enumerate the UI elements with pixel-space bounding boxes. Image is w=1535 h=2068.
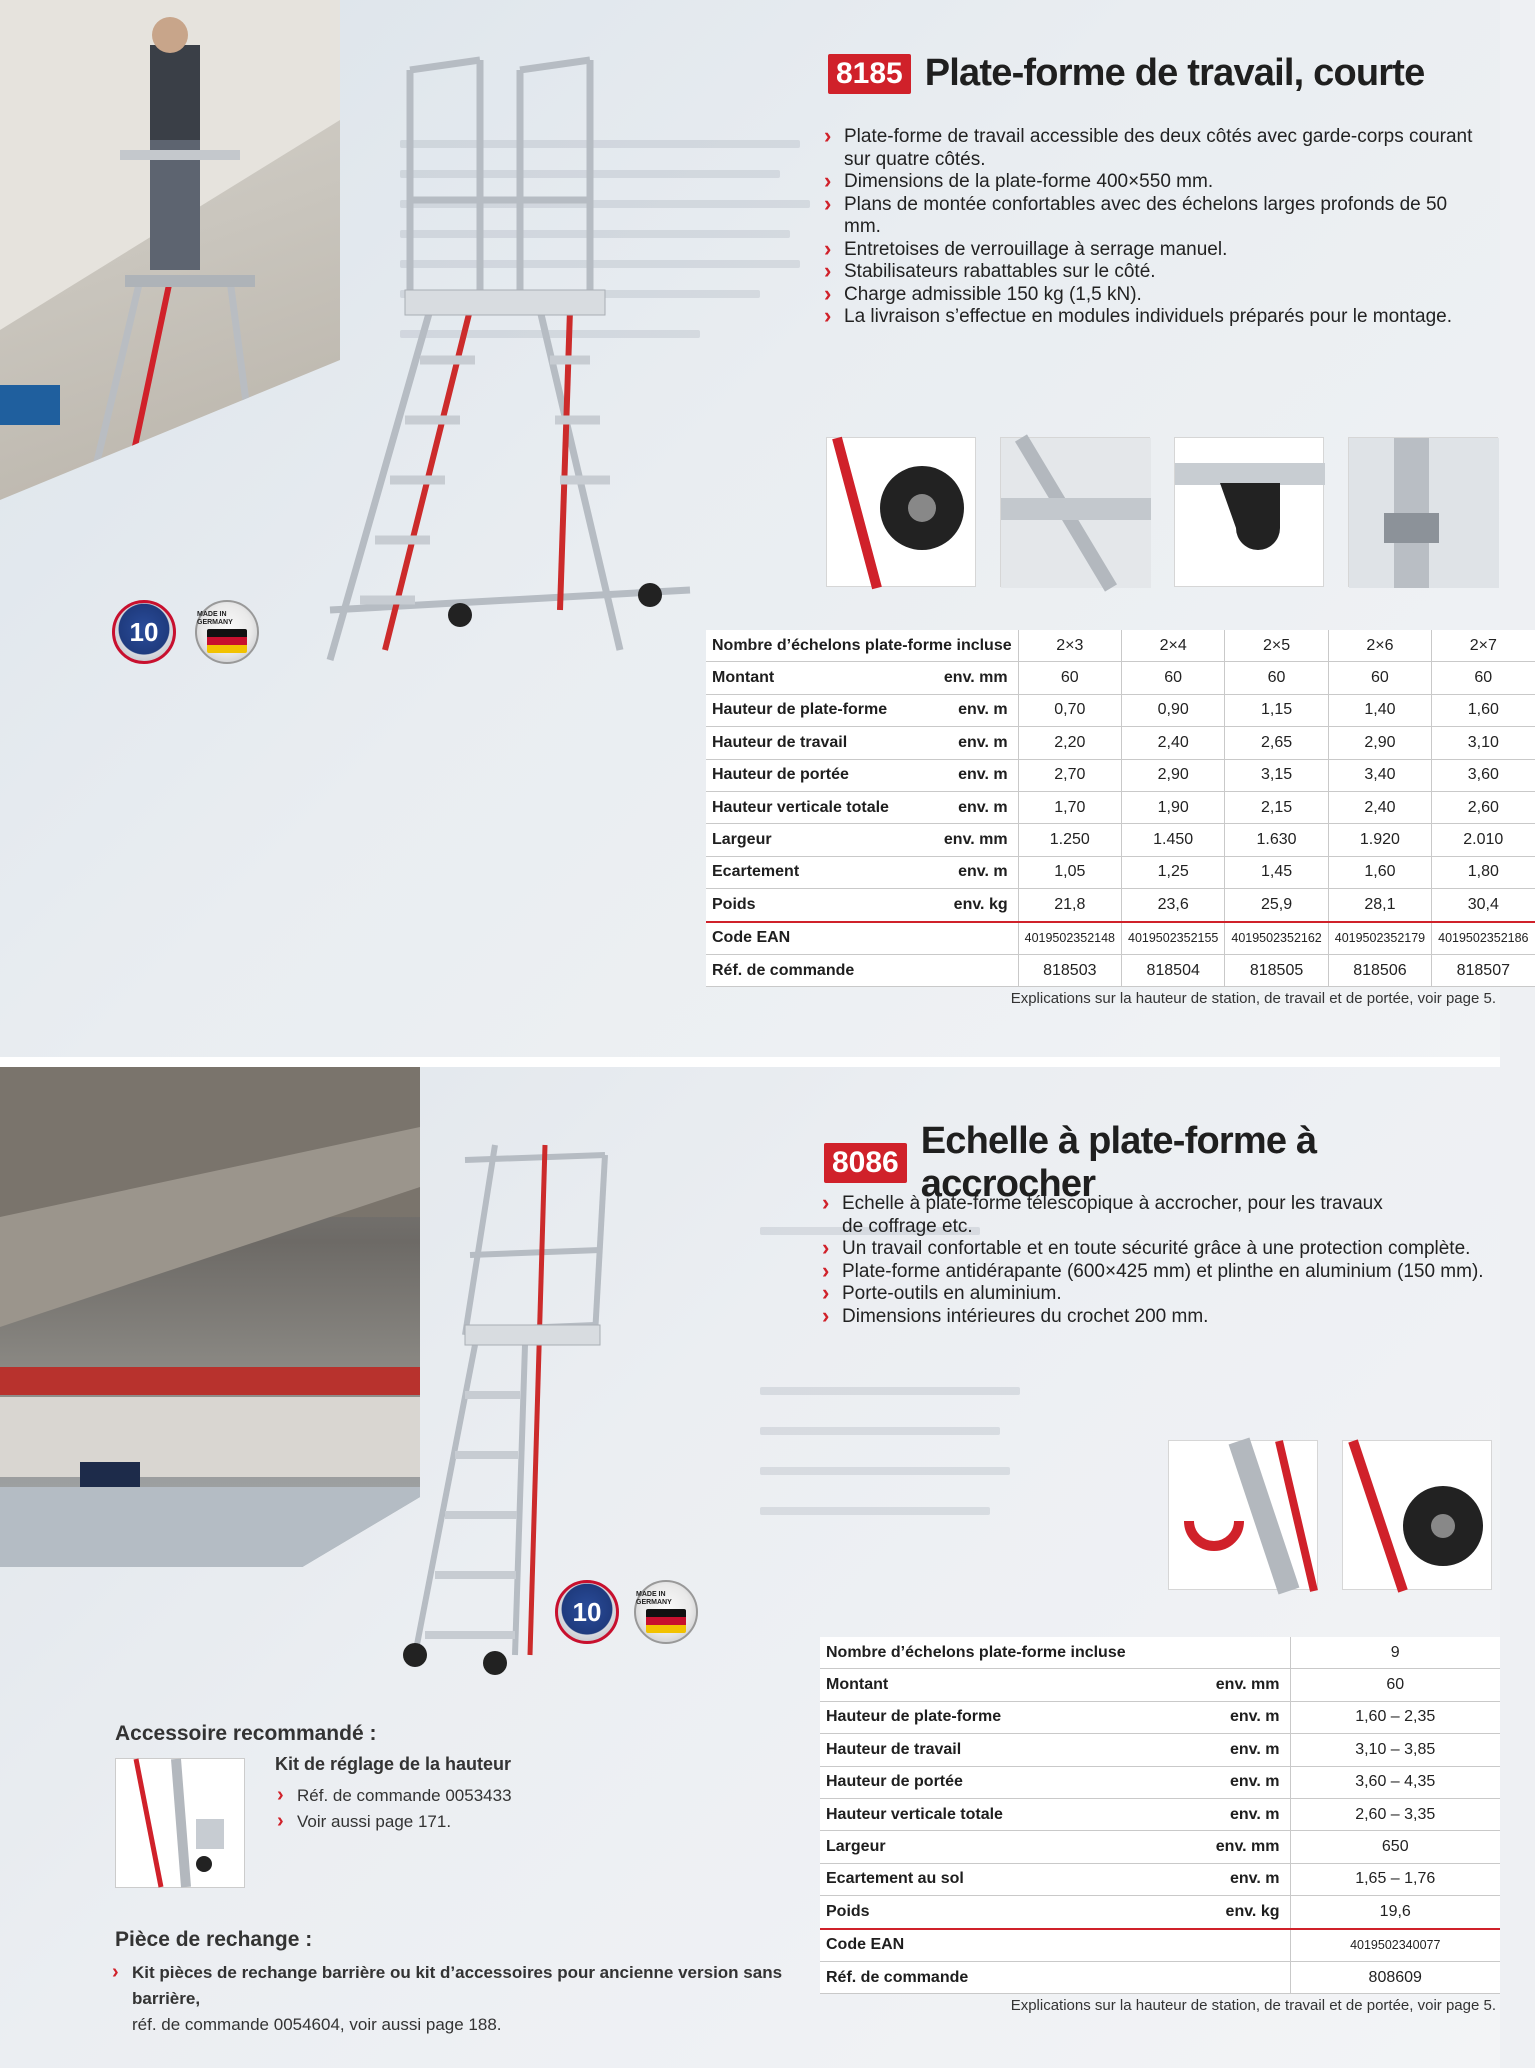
made-in-germany-badge: MADE IN GERMANY — [634, 1580, 698, 1644]
accessory-detail-item: › Voir aussi page 171. — [275, 1809, 512, 1835]
feature-item: › Un travail confortable et en toute sécurité grâce à une protection complète. — [820, 1238, 1500, 1261]
product-title: Echelle à plate-forme à accrocher — [920, 1120, 1317, 1205]
table-row: Hauteur de plate-forme env. m 1,60 – 2,35 — [820, 1701, 1500, 1733]
section-divider — [0, 1057, 1500, 1067]
table-row: Hauteur de travail env. m 3,10 – 3,85 — [820, 1734, 1500, 1766]
product-code-tag: 8185 — [828, 54, 911, 94]
construction-site-photo — [0, 1067, 420, 1567]
product-code-tag: 8086 — [824, 1143, 907, 1183]
rung-detail-thumbnail — [1000, 437, 1150, 587]
clamp-detail-thumbnail — [1348, 437, 1498, 587]
order-reference-row: Réf. de commande 818503 818504 818505 818506 818507 — [706, 954, 1535, 986]
table-row: Hauteur de portée env. m 3,60 – 4,35 — [820, 1766, 1500, 1798]
table-header-row — [706, 630, 1535, 662]
table-row: Montant env. mm 60 60 60 60 60 — [706, 662, 1535, 694]
table-row: Largeur env. mm 1.250 1.450 1.630 1.920 2.010 — [706, 824, 1535, 856]
table-row: Ecartement env. m 1,05 1,25 1,45 1,60 1,80 — [706, 856, 1535, 888]
order-reference-row: Réf. de commande 808609 — [820, 1961, 1500, 1993]
column-header: 2×7 — [1432, 630, 1535, 662]
table-row: Poids env. kg 19,6 — [820, 1896, 1500, 1929]
wheel-detail-thumbnail — [826, 437, 976, 587]
accessory-detail-item: › Réf. de commande 0053433 — [275, 1783, 512, 1809]
accessory-heading: Accessoire recommandé : — [115, 1722, 377, 1745]
table-header-row: Nombre d’échelons plate-forme incluse 9 — [820, 1637, 1500, 1669]
column-header: 2×4 — [1122, 630, 1225, 662]
feature-item: › Echelle à plate-forme télescopique à accrocher, pour les travaux de coffrage etc. — [820, 1193, 1402, 1238]
table-row: Hauteur de portée env. m 2,70 2,90 3,15 3,40 3,60 — [706, 759, 1535, 791]
product-8086-feature-list — [820, 1193, 1500, 1328]
feature-item: › Plate-forme antidérapante (600×425 mm) et plinthe en aluminium (150 mm). — [820, 1261, 1500, 1284]
accessory-title: Kit de réglage de la hauteur — [275, 1754, 512, 1774]
made-in-germany-badge: MADE IN GERMANY — [195, 600, 259, 664]
table-row: Hauteur verticale totale env. m 1,70 1,90 2,15 2,40 2,60 — [706, 791, 1535, 823]
column-header: 2×5 — [1225, 630, 1328, 662]
roller-detail-thumbnail — [1342, 1440, 1492, 1590]
table-row: Montant env. mm 60 — [820, 1669, 1500, 1701]
height-adjustment-kit-thumbnail — [115, 1758, 245, 1888]
product-8185-title-row — [828, 52, 1424, 95]
product-8185-feature-list — [822, 126, 1482, 329]
hook-detail-thumbnail — [1168, 1440, 1318, 1590]
ean-row: Code EAN 4019502352148 4019502352155 4019502352162 4019502352179 4019502352186 — [706, 922, 1535, 955]
accessory-detail-list — [275, 1783, 512, 1835]
feature-item: › Entretoises de verrouillage à serrage manuel. — [822, 239, 1482, 262]
faded-background-text — [760, 1387, 1020, 1395]
table-row: Poids env. kg 21,8 23,6 25,9 28,1 30,4 — [706, 889, 1535, 922]
table-row: Hauteur verticale totale env. m 2,60 – 3,35 — [820, 1798, 1500, 1830]
locking-hook-thumbnail — [1174, 437, 1324, 587]
feature-item: › La livraison s’effectue en modules individuels préparés pour le montage. — [822, 306, 1482, 329]
spare-part-item: › Kit pièces de rechange barrière ou kit d’accessoires pour ancienne version sans barrière, réf. de commande 0054604, voir aussi page 188. — [110, 1960, 810, 2038]
height-explanation-note: Explications sur la hauteur de station, de travail et de portée, voir page 5. — [1010, 1997, 1496, 2014]
product-8185-spec-table — [706, 630, 1535, 987]
faded-background-text — [760, 1427, 1000, 1435]
product-8086-spec-table — [820, 1637, 1500, 1994]
column-header: 2×3 — [1018, 630, 1121, 662]
platform-ladder-8185-image — [290, 50, 710, 680]
ten-year-guarantee-badge: 10 — [555, 1580, 619, 1644]
table-row: Largeur env. mm 650 — [820, 1831, 1500, 1863]
feature-item: › Charge admissible 150 kg (1,5 kN). — [822, 284, 1482, 307]
spare-part-heading: Pièce de rechange : — [115, 1928, 313, 1951]
feature-item: › Plans de montée confortables avec des échelons larges profonds de 50 mm. — [822, 194, 1482, 239]
german-flag-icon — [646, 1609, 686, 1633]
table-row: Hauteur de travail env. m 2,20 2,40 2,65 2,90 3,10 — [706, 727, 1535, 759]
ean-row: Code EAN 4019502340077 — [820, 1929, 1500, 1962]
feature-item: › Porte-outils en aluminium. — [820, 1283, 1500, 1306]
feature-item: › Plate-forme de travail accessible des deux côtés avec garde-corps courant sur quatre côtés. — [822, 126, 1482, 171]
column-header: 2×6 — [1328, 630, 1431, 662]
table-row: Hauteur de plate-forme env. m 0,70 0,90 1,15 1,40 1,60 — [706, 694, 1535, 726]
feature-item: › Stabilisateurs rabattables sur le côté. — [822, 261, 1482, 284]
height-explanation-note: Explications sur la hauteur de station, de travail et de portée, voir page 5. — [1010, 990, 1496, 1007]
spare-part-list — [110, 1960, 810, 2038]
product-title: Plate-forme de travail, courte — [924, 52, 1425, 94]
german-flag-icon — [207, 629, 247, 653]
ten-year-guarantee-badge: 10 — [112, 600, 176, 664]
faded-background-text — [760, 1467, 1010, 1475]
table-header-label: Nombre d’échelons plate-forme incluse — [706, 630, 1018, 662]
faded-background-text — [760, 1507, 990, 1515]
feature-item: › Dimensions de la plate-forme 400×550 mm. — [822, 171, 1482, 194]
feature-item: › Dimensions intérieures du crochet 200 mm. — [820, 1306, 1500, 1329]
table-row: Ecartement au sol env. m 1,65 – 1,76 — [820, 1863, 1500, 1895]
